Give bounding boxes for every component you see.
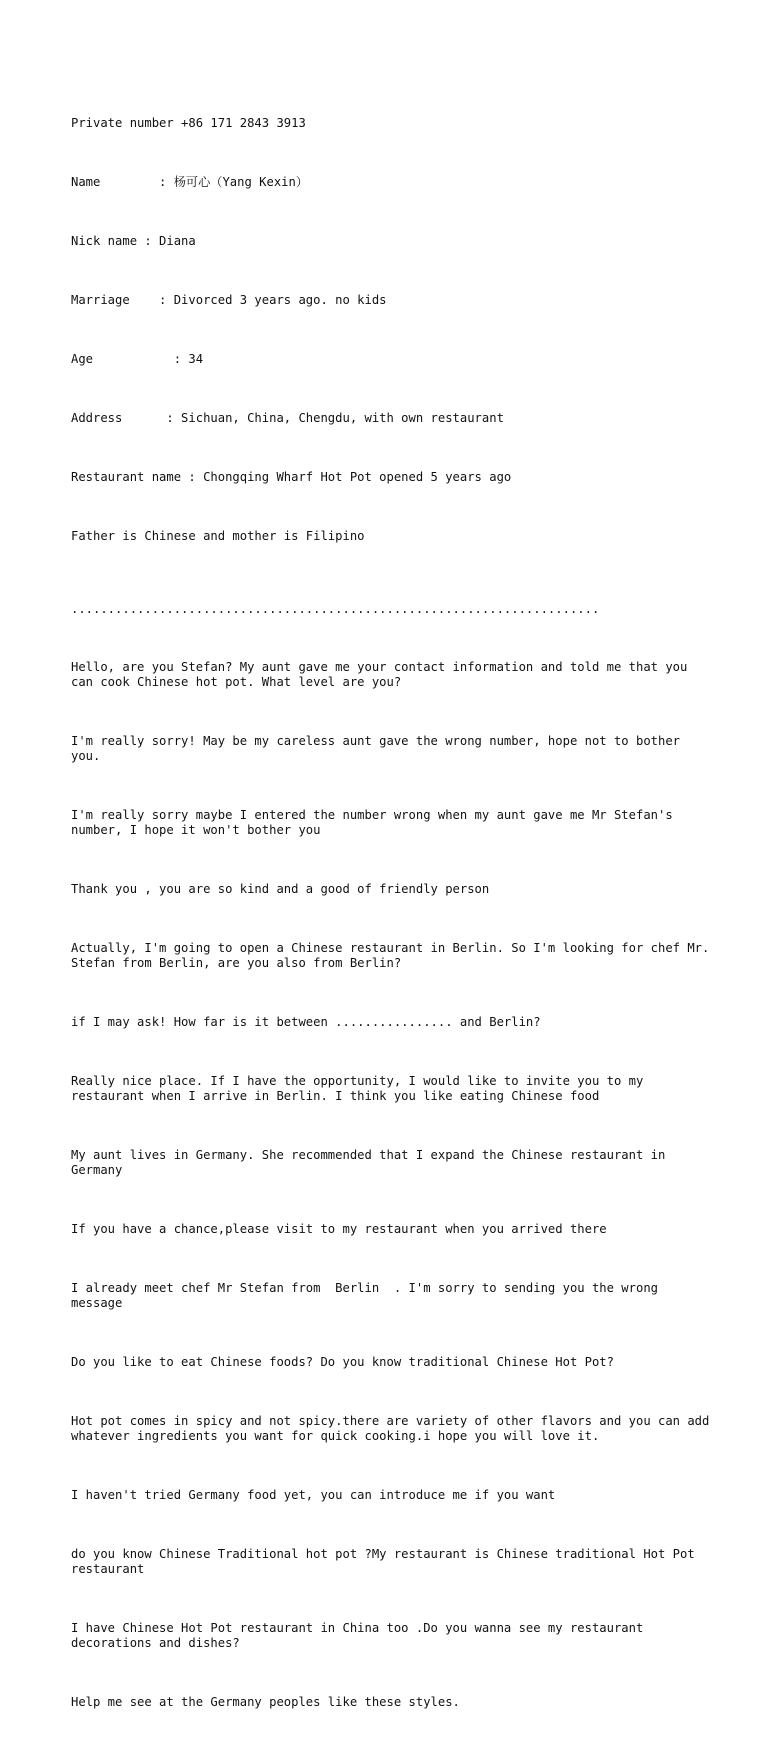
message-paragraph: Do you like to eat Chinese foods? Do you know traditional Chinese Hot Pot? bbox=[71, 1355, 614, 1369]
message-paragraph: Thank you , you are so kind and a good of friendly person bbox=[71, 882, 490, 896]
message-paragraph: If you have a chance,please visit to my restaurant when you arrived there bbox=[71, 1222, 607, 1236]
address-line: Address : Sichuan, China, Chengdu, with own restaurant bbox=[71, 411, 504, 425]
message-paragraph: I haven't tried Germany food yet, you can introduce me if you want bbox=[71, 1488, 556, 1502]
private-number-line: Private number +86 171 2843 3913 bbox=[71, 116, 306, 130]
message-paragraph: I have Chinese Hot Pot restaurant in China too .Do you wanna see my restaurant decorations and dishes? bbox=[71, 1621, 651, 1650]
restaurant-name-line: Restaurant name : Chongqing Wharf Hot Pot opened 5 years ago bbox=[71, 470, 512, 484]
nick-name-line: Nick name : Diana bbox=[71, 234, 196, 248]
message-paragraph: Really nice place. If I have the opportunity, I would like to invite you to my restaurant when I arrive in Berlin. I think you like eating Chinese food bbox=[71, 1074, 651, 1103]
name-line: Name : 杨可心（Yang Kexin） bbox=[71, 175, 309, 189]
parents-line: Father is Chinese and mother is Filipino bbox=[71, 529, 365, 543]
message-paragraph: Hello, are you Stefan? My aunt gave me your contact information and told me that you can cook Chinese hot pot. What level are you? bbox=[71, 660, 695, 689]
dotted-separator: ........................................................................ bbox=[71, 603, 600, 615]
message-paragraph: Actually, I'm going to open a Chinese restaurant in Berlin. So I'm looking for chef Mr. Stefan from Berlin, are you also from Berlin? bbox=[71, 941, 717, 970]
message-paragraph: I'm really sorry! May be my careless aunt gave the wrong number, hope not to bother you. bbox=[71, 734, 688, 763]
marriage-line: Marriage : Divorced 3 years ago. no kids bbox=[71, 293, 387, 307]
message-paragraph: Help me see at the Germany peoples like these styles. bbox=[71, 1695, 460, 1709]
message-paragraph: I'm really sorry maybe I entered the number wrong when my aunt gave me Mr Stefan's number, I hope it won't bother you bbox=[71, 808, 681, 837]
message-paragraph: if I may ask! How far is it between ................ and Berlin? bbox=[71, 1015, 541, 1029]
message-paragraph: Hot pot comes in spicy and not spicy.there are variety of other flavors and you can add whatever ingredients you want for quick cooking.i hope you will love it. bbox=[71, 1414, 717, 1443]
document-page bbox=[71, 86, 717, 1739]
age-line: Age : 34 bbox=[71, 352, 204, 366]
message-paragraph: My aunt lives in Germany. She recommended that I expand the Chinese restaurant in Germany bbox=[71, 1148, 673, 1177]
message-paragraph: do you know Chinese Traditional hot pot ?My restaurant is Chinese traditional Hot Pot restaurant bbox=[71, 1547, 703, 1576]
message-paragraph: I already meet chef Mr Stefan from Berlin . I'm sorry to sending you the wrong message bbox=[71, 1281, 666, 1310]
